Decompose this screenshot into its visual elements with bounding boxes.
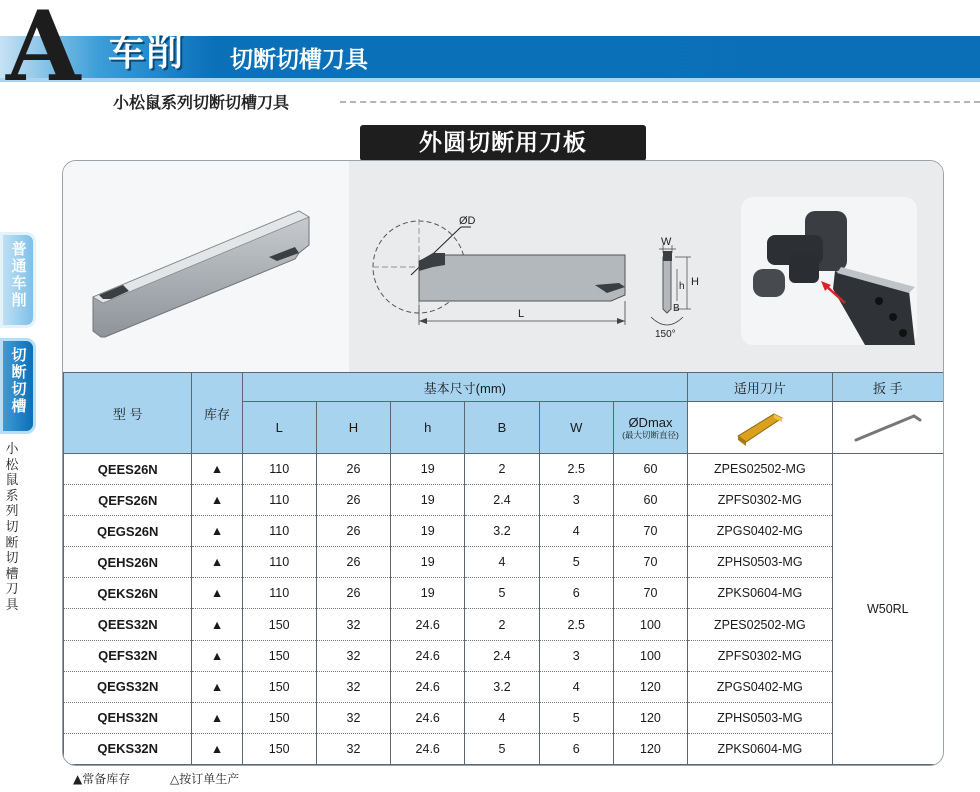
- cell-L: 150: [242, 671, 316, 702]
- cell-stock: ▲: [192, 547, 242, 578]
- side-tab-general-turning-label: 普通车削: [11, 240, 27, 309]
- cell-model: QEKS32N: [64, 733, 192, 764]
- cell-L: 110: [242, 547, 316, 578]
- cell-insert: ZPHS0503-MG: [688, 702, 832, 733]
- header-stock: 库存: [192, 373, 242, 454]
- label-diameter: ØD: [459, 215, 476, 227]
- cell-wrench: W50RL: [832, 454, 943, 765]
- cell-D: 70: [613, 516, 687, 547]
- cell-D: 70: [613, 547, 687, 578]
- label-b: B: [673, 303, 680, 314]
- usage-photo: [741, 197, 917, 345]
- cell-model: QEFS32N: [64, 640, 192, 671]
- cell-D: 100: [613, 640, 687, 671]
- table-row: [64, 609, 944, 640]
- insert-image: [730, 406, 790, 446]
- spec-table-body: [64, 454, 944, 765]
- wrench-icon: [848, 406, 928, 446]
- cell-H: 32: [316, 671, 390, 702]
- header-L: L: [242, 402, 316, 454]
- cell-h: 24.6: [391, 733, 465, 764]
- cell-insert: ZPES02502-MG: [688, 454, 832, 485]
- cell-D: 70: [613, 578, 687, 609]
- series-title: 小松鼠系列切断切槽刀具: [113, 93, 290, 112]
- cell-L: 150: [242, 702, 316, 733]
- cell-model: QEHS26N: [64, 547, 192, 578]
- cell-stock: ▲: [192, 733, 242, 764]
- cell-L: 110: [242, 454, 316, 485]
- cell-L: 110: [242, 485, 316, 516]
- cell-model: QEFS26N: [64, 485, 192, 516]
- cell-h: 24.6: [391, 640, 465, 671]
- header-basic-dims: 基本尺寸(mm): [242, 373, 688, 402]
- cell-H: 26: [316, 578, 390, 609]
- table-row: [64, 516, 944, 547]
- header-D: [613, 402, 687, 454]
- cell-H: 26: [316, 454, 390, 485]
- cell-L: 110: [242, 578, 316, 609]
- cell-L: 150: [242, 640, 316, 671]
- header-stripe: [0, 78, 980, 82]
- cell-H: 32: [316, 702, 390, 733]
- spec-table: [63, 372, 944, 765]
- cell-model: QEES32N: [64, 609, 192, 640]
- cell-insert: ZPHS0503-MG: [688, 547, 832, 578]
- section-letter: A: [6, 0, 81, 103]
- cell-h: 24.6: [391, 671, 465, 702]
- label-length: L: [518, 308, 525, 320]
- cell-h: 19: [391, 454, 465, 485]
- cell-D: 100: [613, 609, 687, 640]
- header-D-label: ØDmax: [628, 414, 673, 430]
- cell-insert: ZPGS0402-MG: [688, 516, 832, 547]
- side-vertical-series: 小松鼠系列切断切槽刀具: [5, 442, 19, 613]
- cell-stock: ▲: [192, 609, 242, 640]
- cell-stock: ▲: [192, 671, 242, 702]
- footnote-to-order: △按订单生产: [170, 772, 240, 786]
- cell-stock: ▲: [192, 454, 242, 485]
- cell-H: 32: [316, 733, 390, 764]
- cell-B: 4: [465, 547, 539, 578]
- product-panel: [62, 160, 944, 766]
- cell-D: 120: [613, 702, 687, 733]
- table-row: [64, 454, 944, 485]
- cell-W: 6: [539, 733, 613, 764]
- cell-D: 120: [613, 733, 687, 764]
- cell-W: 6: [539, 578, 613, 609]
- label-angle: 150°: [655, 329, 676, 340]
- cell-insert: ZPES02502-MG: [688, 609, 832, 640]
- cell-B: 4: [465, 702, 539, 733]
- cell-model: QEKS26N: [64, 578, 192, 609]
- cell-W: 5: [539, 547, 613, 578]
- cell-D: 60: [613, 485, 687, 516]
- cell-h: 19: [391, 547, 465, 578]
- cell-W: 3: [539, 640, 613, 671]
- table-row: [64, 547, 944, 578]
- blade-dimension-drawing: [349, 161, 944, 372]
- cell-insert: ZPGS0402-MG: [688, 671, 832, 702]
- cell-stock: ▲: [192, 485, 242, 516]
- cell-H: 26: [316, 547, 390, 578]
- cell-stock: ▲: [192, 578, 242, 609]
- cell-L: 110: [242, 516, 316, 547]
- header-insert: 适用刀片: [688, 373, 832, 402]
- cell-D: 60: [613, 454, 687, 485]
- cell-model: QEES26N: [64, 454, 192, 485]
- cell-insert: ZPKS0604-MG: [688, 578, 832, 609]
- header-W: W: [539, 402, 613, 454]
- cell-B: 5: [465, 578, 539, 609]
- cell-h: 19: [391, 516, 465, 547]
- table-row: [64, 702, 944, 733]
- cell-L: 150: [242, 733, 316, 764]
- table-row: [64, 671, 944, 702]
- cell-W: 5: [539, 702, 613, 733]
- footnote-in-stock: ▲常备库存: [73, 772, 131, 786]
- cell-B: 2: [465, 609, 539, 640]
- table-row: [64, 485, 944, 516]
- series-divider: [340, 101, 980, 103]
- insert-image-cell: [688, 402, 832, 454]
- cell-h: 19: [391, 485, 465, 516]
- cell-model: QEHS32N: [64, 702, 192, 733]
- cell-H: 26: [316, 485, 390, 516]
- cell-h: 19: [391, 578, 465, 609]
- cell-stock: ▲: [192, 516, 242, 547]
- cell-h: 24.6: [391, 702, 465, 733]
- cell-W: 4: [539, 671, 613, 702]
- label-h: h: [679, 281, 685, 292]
- cell-H: 26: [316, 516, 390, 547]
- cell-W: 3: [539, 485, 613, 516]
- cell-model: QEGS32N: [64, 671, 192, 702]
- technical-drawing: [349, 161, 944, 372]
- label-width: W: [661, 236, 672, 248]
- header-wrench: 扳 手: [832, 373, 943, 402]
- category-title: 车削: [108, 31, 184, 74]
- cell-B: 2: [465, 454, 539, 485]
- blade-3d-figure: [63, 161, 349, 372]
- table-row: [64, 640, 944, 671]
- cell-W: 4: [539, 516, 613, 547]
- cell-stock: ▲: [192, 640, 242, 671]
- header-D-note: (最大切断直径): [622, 429, 679, 440]
- cell-B: 3.2: [465, 671, 539, 702]
- label-height: H: [691, 276, 699, 288]
- side-tab-parting-grooving[interactable]: [0, 338, 36, 434]
- subcategory-title: 切断切槽刀具: [230, 47, 368, 73]
- blade-3d-image: [63, 161, 349, 372]
- cell-W: 2.5: [539, 454, 613, 485]
- header-H: H: [316, 402, 390, 454]
- cell-insert: ZPFS0302-MG: [688, 640, 832, 671]
- table-row: [64, 578, 944, 609]
- cell-L: 150: [242, 609, 316, 640]
- header-model: 型 号: [64, 373, 192, 454]
- cell-h: 24.6: [391, 609, 465, 640]
- cell-H: 32: [316, 609, 390, 640]
- table-row: [64, 733, 944, 764]
- side-tab-general-turning[interactable]: [0, 232, 36, 328]
- header-B: B: [465, 402, 539, 454]
- header-h: h: [391, 402, 465, 454]
- cell-B: 3.2: [465, 516, 539, 547]
- cell-H: 32: [316, 640, 390, 671]
- product-title: 外圆切断用刀板: [360, 125, 646, 161]
- cell-insert: ZPKS0604-MG: [688, 733, 832, 764]
- cell-insert: ZPFS0302-MG: [688, 485, 832, 516]
- cell-stock: ▲: [192, 702, 242, 733]
- cell-B: 2.4: [465, 640, 539, 671]
- side-tab-parting-grooving-label: 切断切槽: [11, 346, 27, 415]
- cell-D: 120: [613, 671, 687, 702]
- wrench-image-cell: [832, 402, 943, 454]
- cell-model: QEGS26N: [64, 516, 192, 547]
- cell-B: 2.4: [465, 485, 539, 516]
- cell-B: 5: [465, 733, 539, 764]
- cell-W: 2.5: [539, 609, 613, 640]
